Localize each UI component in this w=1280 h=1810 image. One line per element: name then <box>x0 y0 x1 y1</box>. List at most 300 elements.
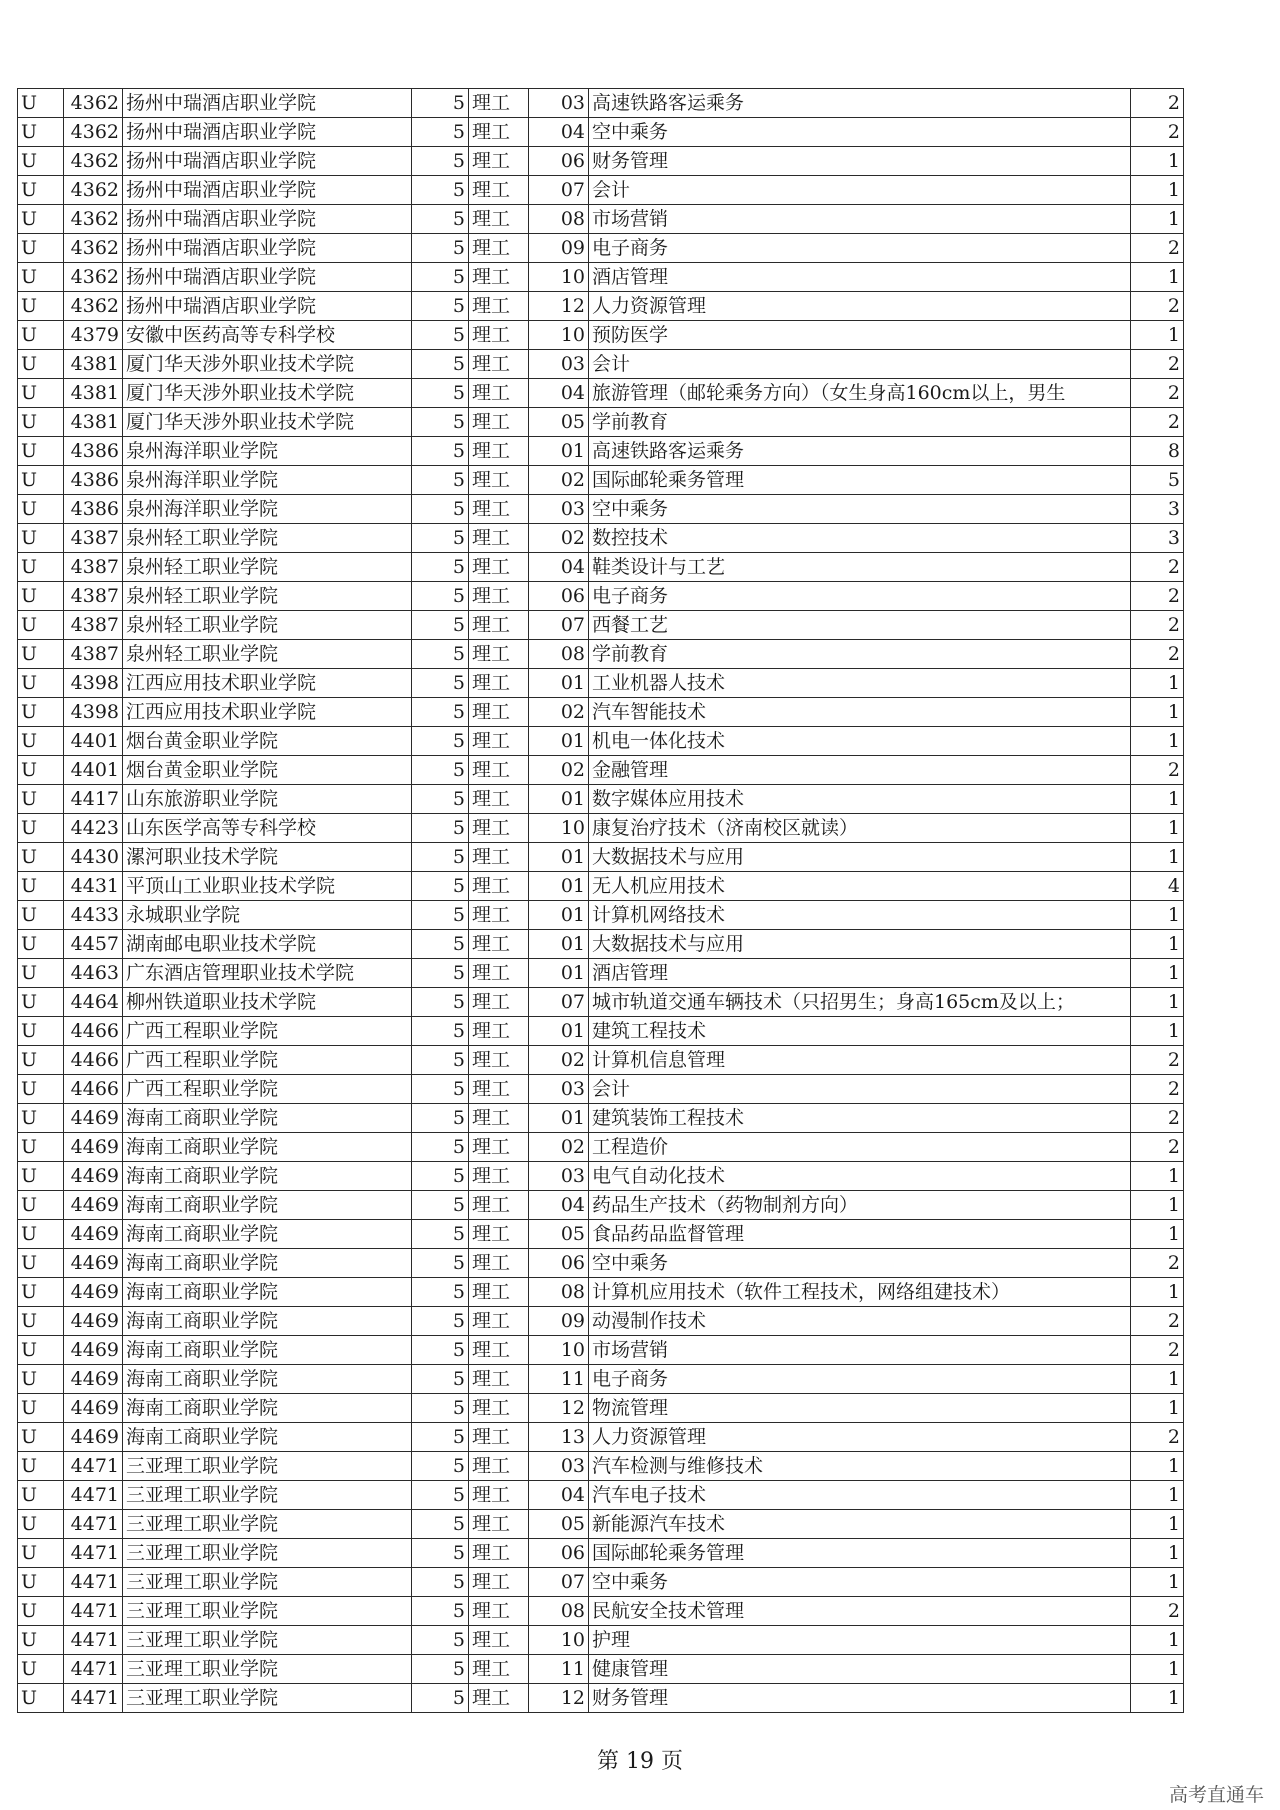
school-code-cell: 4362 <box>64 147 123 176</box>
school-name-cell: 扬州中瑞酒店职业学院 <box>123 176 412 205</box>
major-code-cell: 07 <box>529 1568 589 1597</box>
major-code-cell: 12 <box>529 292 589 321</box>
school-name-cell: 泉州海洋职业学院 <box>123 466 412 495</box>
batch-code-cell: U <box>18 553 64 582</box>
table-row <box>18 872 1184 901</box>
table-row <box>18 1626 1184 1655</box>
table-row <box>18 147 1184 176</box>
school-name-cell: 海南工商职业学院 <box>123 1249 412 1278</box>
category-cell: 理工 <box>469 1278 529 1307</box>
duration-cell: 5 <box>412 785 469 814</box>
duration-cell: 5 <box>412 1568 469 1597</box>
category-cell: 理工 <box>469 1075 529 1104</box>
school-code-cell: 4471 <box>64 1568 123 1597</box>
quota-cell: 1 <box>1131 1655 1184 1684</box>
major-code-cell: 03 <box>529 1162 589 1191</box>
school-code-cell: 4379 <box>64 321 123 350</box>
duration-cell: 5 <box>412 89 469 118</box>
school-code-cell: 4387 <box>64 524 123 553</box>
major-code-cell: 02 <box>529 698 589 727</box>
school-code-cell: 4471 <box>64 1626 123 1655</box>
category-cell: 理工 <box>469 785 529 814</box>
school-code-cell: 4386 <box>64 437 123 466</box>
school-name-cell: 扬州中瑞酒店职业学院 <box>123 292 412 321</box>
major-code-cell: 10 <box>529 814 589 843</box>
quota-cell: 1 <box>1131 988 1184 1017</box>
batch-code-cell: U <box>18 1510 64 1539</box>
batch-code-cell: U <box>18 1394 64 1423</box>
table-row <box>18 959 1184 988</box>
major-code-cell: 11 <box>529 1655 589 1684</box>
school-code-cell: 4398 <box>64 698 123 727</box>
category-cell: 理工 <box>469 640 529 669</box>
category-cell: 理工 <box>469 379 529 408</box>
major-code-cell: 01 <box>529 1017 589 1046</box>
quota-cell: 2 <box>1131 1597 1184 1626</box>
school-code-cell: 4381 <box>64 379 123 408</box>
batch-code-cell: U <box>18 727 64 756</box>
batch-code-cell: U <box>18 1684 64 1713</box>
batch-code-cell: U <box>18 1336 64 1365</box>
school-name-cell: 海南工商职业学院 <box>123 1162 412 1191</box>
table-row <box>18 640 1184 669</box>
school-name-cell: 泉州轻工职业学院 <box>123 582 412 611</box>
category-cell: 理工 <box>469 756 529 785</box>
quota-cell: 1 <box>1131 1220 1184 1249</box>
quota-cell: 2 <box>1131 553 1184 582</box>
duration-cell: 5 <box>412 524 469 553</box>
table-row <box>18 1365 1184 1394</box>
category-cell: 理工 <box>469 611 529 640</box>
school-name-cell: 海南工商职业学院 <box>123 1133 412 1162</box>
category-cell: 理工 <box>469 727 529 756</box>
quota-cell: 2 <box>1131 234 1184 263</box>
batch-code-cell: U <box>18 814 64 843</box>
quota-cell: 3 <box>1131 495 1184 524</box>
school-name-cell: 平顶山工业职业技术学院 <box>123 872 412 901</box>
quota-cell: 1 <box>1131 930 1184 959</box>
major-code-cell: 01 <box>529 669 589 698</box>
major-code-cell: 03 <box>529 350 589 379</box>
batch-code-cell: U <box>18 1655 64 1684</box>
major-name-cell: 计算机应用技术（软件工程技术，网络组建技术） <box>589 1278 1131 1307</box>
school-name-cell: 三亚理工职业学院 <box>123 1626 412 1655</box>
category-cell: 理工 <box>469 901 529 930</box>
category-cell: 理工 <box>469 843 529 872</box>
batch-code-cell: U <box>18 263 64 292</box>
batch-code-cell: U <box>18 176 64 205</box>
duration-cell: 5 <box>412 843 469 872</box>
table-row <box>18 669 1184 698</box>
school-code-cell: 4469 <box>64 1249 123 1278</box>
duration-cell: 5 <box>412 118 469 147</box>
duration-cell: 5 <box>412 901 469 930</box>
school-name-cell: 广东酒店管理职业技术学院 <box>123 959 412 988</box>
duration-cell: 5 <box>412 176 469 205</box>
batch-code-cell: U <box>18 1423 64 1452</box>
school-code-cell: 4469 <box>64 1133 123 1162</box>
table-row <box>18 582 1184 611</box>
major-name-cell: 酒店管理 <box>589 263 1131 292</box>
duration-cell: 5 <box>412 1017 469 1046</box>
category-cell: 理工 <box>469 1365 529 1394</box>
school-code-cell: 4387 <box>64 553 123 582</box>
category-cell: 理工 <box>469 205 529 234</box>
school-code-cell: 4362 <box>64 205 123 234</box>
quota-cell: 1 <box>1131 1626 1184 1655</box>
quota-cell: 2 <box>1131 1336 1184 1365</box>
batch-code-cell: U <box>18 640 64 669</box>
duration-cell: 5 <box>412 814 469 843</box>
batch-code-cell: U <box>18 1539 64 1568</box>
duration-cell: 5 <box>412 582 469 611</box>
school-code-cell: 4387 <box>64 611 123 640</box>
school-name-cell: 安徽中医药高等专科学校 <box>123 321 412 350</box>
quota-cell: 1 <box>1131 1510 1184 1539</box>
table-row <box>18 756 1184 785</box>
major-name-cell: 无人机应用技术 <box>589 872 1131 901</box>
major-name-cell: 电气自动化技术 <box>589 1162 1131 1191</box>
quota-cell: 2 <box>1131 1075 1184 1104</box>
school-code-cell: 4381 <box>64 350 123 379</box>
table-row <box>18 611 1184 640</box>
table-row <box>18 466 1184 495</box>
table-row <box>18 1104 1184 1133</box>
enrollment-table <box>17 88 1184 1713</box>
table-row <box>18 1191 1184 1220</box>
duration-cell: 5 <box>412 727 469 756</box>
school-name-cell: 广西工程职业学院 <box>123 1017 412 1046</box>
duration-cell: 5 <box>412 872 469 901</box>
school-code-cell: 4362 <box>64 176 123 205</box>
category-cell: 理工 <box>469 1336 529 1365</box>
quota-cell: 1 <box>1131 698 1184 727</box>
batch-code-cell: U <box>18 1104 64 1133</box>
batch-code-cell: U <box>18 350 64 379</box>
quota-cell: 2 <box>1131 1046 1184 1075</box>
batch-code-cell: U <box>18 379 64 408</box>
major-name-cell: 酒店管理 <box>589 959 1131 988</box>
batch-code-cell: U <box>18 437 64 466</box>
major-code-cell: 10 <box>529 263 589 292</box>
category-cell: 理工 <box>469 495 529 524</box>
major-name-cell: 空中乘务 <box>589 1249 1131 1278</box>
major-name-cell: 计算机信息管理 <box>589 1046 1131 1075</box>
duration-cell: 5 <box>412 321 469 350</box>
quota-cell: 2 <box>1131 118 1184 147</box>
school-code-cell: 4471 <box>64 1597 123 1626</box>
quota-cell: 1 <box>1131 901 1184 930</box>
batch-code-cell: U <box>18 408 64 437</box>
school-code-cell: 4417 <box>64 785 123 814</box>
school-name-cell: 湖南邮电职业技术学院 <box>123 930 412 959</box>
category-cell: 理工 <box>469 89 529 118</box>
major-code-cell: 01 <box>529 843 589 872</box>
quota-cell: 5 <box>1131 466 1184 495</box>
major-name-cell: 高速铁路客运乘务 <box>589 89 1131 118</box>
school-code-cell: 4469 <box>64 1191 123 1220</box>
batch-code-cell: U <box>18 785 64 814</box>
quota-cell: 8 <box>1131 437 1184 466</box>
category-cell: 理工 <box>469 263 529 292</box>
category-cell: 理工 <box>469 872 529 901</box>
major-code-cell: 01 <box>529 1104 589 1133</box>
major-code-cell: 01 <box>529 437 589 466</box>
major-name-cell: 机电一体化技术 <box>589 727 1131 756</box>
category-cell: 理工 <box>469 1684 529 1713</box>
table-row <box>18 1597 1184 1626</box>
batch-code-cell: U <box>18 669 64 698</box>
category-cell: 理工 <box>469 234 529 263</box>
major-code-cell: 03 <box>529 89 589 118</box>
table-row <box>18 89 1184 118</box>
school-code-cell: 4362 <box>64 263 123 292</box>
major-code-cell: 04 <box>529 118 589 147</box>
school-name-cell: 三亚理工职业学院 <box>123 1481 412 1510</box>
category-cell: 理工 <box>469 1191 529 1220</box>
school-name-cell: 扬州中瑞酒店职业学院 <box>123 147 412 176</box>
major-name-cell: 工业机器人技术 <box>589 669 1131 698</box>
category-cell: 理工 <box>469 1249 529 1278</box>
school-code-cell: 4469 <box>64 1278 123 1307</box>
category-cell: 理工 <box>469 524 529 553</box>
school-name-cell: 扬州中瑞酒店职业学院 <box>123 205 412 234</box>
school-name-cell: 海南工商职业学院 <box>123 1278 412 1307</box>
school-code-cell: 4471 <box>64 1481 123 1510</box>
batch-code-cell: U <box>18 698 64 727</box>
quota-cell: 1 <box>1131 1684 1184 1713</box>
quota-cell: 2 <box>1131 611 1184 640</box>
major-name-cell: 学前教育 <box>589 408 1131 437</box>
major-code-cell: 13 <box>529 1423 589 1452</box>
table-row <box>18 1336 1184 1365</box>
school-name-cell: 海南工商职业学院 <box>123 1394 412 1423</box>
major-code-cell: 07 <box>529 611 589 640</box>
table-row <box>18 1046 1184 1075</box>
major-name-cell: 康复治疗技术（济南校区就读） <box>589 814 1131 843</box>
category-cell: 理工 <box>469 1655 529 1684</box>
major-name-cell: 市场营销 <box>589 1336 1131 1365</box>
table-row <box>18 379 1184 408</box>
school-code-cell: 4464 <box>64 988 123 1017</box>
duration-cell: 5 <box>412 495 469 524</box>
school-name-cell: 山东医学高等专科学校 <box>123 814 412 843</box>
table-row <box>18 437 1184 466</box>
major-code-cell: 06 <box>529 147 589 176</box>
category-cell: 理工 <box>469 1162 529 1191</box>
major-name-cell: 建筑工程技术 <box>589 1017 1131 1046</box>
category-cell: 理工 <box>469 1307 529 1336</box>
major-code-cell: 02 <box>529 756 589 785</box>
category-cell: 理工 <box>469 176 529 205</box>
table-row <box>18 988 1184 1017</box>
duration-cell: 5 <box>412 959 469 988</box>
table-row <box>18 553 1184 582</box>
duration-cell: 5 <box>412 1220 469 1249</box>
school-code-cell: 4401 <box>64 756 123 785</box>
category-cell: 理工 <box>469 959 529 988</box>
major-code-cell: 06 <box>529 1539 589 1568</box>
school-name-cell: 厦门华天涉外职业技术学院 <box>123 408 412 437</box>
duration-cell: 5 <box>412 611 469 640</box>
batch-code-cell: U <box>18 1307 64 1336</box>
duration-cell: 5 <box>412 1133 469 1162</box>
batch-code-cell: U <box>18 292 64 321</box>
table-row <box>18 1278 1184 1307</box>
major-code-cell: 08 <box>529 1278 589 1307</box>
school-name-cell: 厦门华天涉外职业技术学院 <box>123 350 412 379</box>
table-row <box>18 1568 1184 1597</box>
school-name-cell: 三亚理工职业学院 <box>123 1510 412 1539</box>
duration-cell: 5 <box>412 1191 469 1220</box>
category-cell: 理工 <box>469 1046 529 1075</box>
batch-code-cell: U <box>18 1075 64 1104</box>
quota-cell: 1 <box>1131 205 1184 234</box>
page-number: 第 19 页 <box>597 1749 683 1774</box>
major-code-cell: 02 <box>529 1133 589 1162</box>
category-cell: 理工 <box>469 1104 529 1133</box>
category-cell: 理工 <box>469 988 529 1017</box>
table-row <box>18 263 1184 292</box>
duration-cell: 5 <box>412 1452 469 1481</box>
school-code-cell: 4469 <box>64 1307 123 1336</box>
quota-cell: 2 <box>1131 89 1184 118</box>
major-name-cell: 学前教育 <box>589 640 1131 669</box>
table-row <box>18 292 1184 321</box>
batch-code-cell: U <box>18 1626 64 1655</box>
school-code-cell: 4430 <box>64 843 123 872</box>
duration-cell: 5 <box>412 756 469 785</box>
duration-cell: 5 <box>412 1046 469 1075</box>
school-code-cell: 4387 <box>64 582 123 611</box>
batch-code-cell: U <box>18 118 64 147</box>
table-row <box>18 1249 1184 1278</box>
major-name-cell: 鞋类设计与工艺 <box>589 553 1131 582</box>
major-name-cell: 电子商务 <box>589 582 1131 611</box>
category-cell: 理工 <box>469 350 529 379</box>
major-code-cell: 08 <box>529 640 589 669</box>
major-name-cell: 数字媒体应用技术 <box>589 785 1131 814</box>
quota-cell: 3 <box>1131 524 1184 553</box>
batch-code-cell: U <box>18 1249 64 1278</box>
school-name-cell: 烟台黄金职业学院 <box>123 727 412 756</box>
school-code-cell: 4471 <box>64 1539 123 1568</box>
major-name-cell: 空中乘务 <box>589 1568 1131 1597</box>
quota-cell: 1 <box>1131 1394 1184 1423</box>
batch-code-cell: U <box>18 756 64 785</box>
major-code-cell: 04 <box>529 379 589 408</box>
major-code-cell: 08 <box>529 205 589 234</box>
quota-cell: 1 <box>1131 1191 1184 1220</box>
major-name-cell: 电子商务 <box>589 234 1131 263</box>
school-code-cell: 4431 <box>64 872 123 901</box>
table-row <box>18 1481 1184 1510</box>
batch-code-cell: U <box>18 524 64 553</box>
table-row <box>18 524 1184 553</box>
quota-cell: 2 <box>1131 292 1184 321</box>
major-name-cell: 财务管理 <box>589 1684 1131 1713</box>
duration-cell: 5 <box>412 234 469 263</box>
major-code-cell: 10 <box>529 1336 589 1365</box>
school-name-cell: 广西工程职业学院 <box>123 1075 412 1104</box>
school-name-cell: 三亚理工职业学院 <box>123 1452 412 1481</box>
category-cell: 理工 <box>469 437 529 466</box>
school-name-cell: 泉州轻工职业学院 <box>123 524 412 553</box>
major-name-cell: 空中乘务 <box>589 495 1131 524</box>
table-row <box>18 118 1184 147</box>
school-name-cell: 泉州海洋职业学院 <box>123 495 412 524</box>
major-name-cell: 汽车电子技术 <box>589 1481 1131 1510</box>
major-code-cell: 06 <box>529 582 589 611</box>
major-name-cell: 食品药品监督管理 <box>589 1220 1131 1249</box>
table-row <box>18 1075 1184 1104</box>
school-code-cell: 4401 <box>64 727 123 756</box>
school-name-cell: 广西工程职业学院 <box>123 1046 412 1075</box>
school-code-cell: 4466 <box>64 1017 123 1046</box>
duration-cell: 5 <box>412 930 469 959</box>
school-code-cell: 4471 <box>64 1452 123 1481</box>
duration-cell: 5 <box>412 553 469 582</box>
school-name-cell: 山东旅游职业学院 <box>123 785 412 814</box>
major-code-cell: 01 <box>529 727 589 756</box>
category-cell: 理工 <box>469 1568 529 1597</box>
duration-cell: 5 <box>412 292 469 321</box>
duration-cell: 5 <box>412 669 469 698</box>
major-name-cell: 汽车智能技术 <box>589 698 1131 727</box>
major-name-cell: 护理 <box>589 1626 1131 1655</box>
major-code-cell: 09 <box>529 1307 589 1336</box>
quota-cell: 1 <box>1131 1017 1184 1046</box>
major-name-cell: 动漫制作技术 <box>589 1307 1131 1336</box>
school-code-cell: 4423 <box>64 814 123 843</box>
batch-code-cell: U <box>18 901 64 930</box>
batch-code-cell: U <box>18 1481 64 1510</box>
quota-cell: 2 <box>1131 1307 1184 1336</box>
table-row <box>18 1307 1184 1336</box>
major-code-cell: 07 <box>529 176 589 205</box>
quota-cell: 1 <box>1131 263 1184 292</box>
table-row <box>18 785 1184 814</box>
school-name-cell: 漯河职业技术学院 <box>123 843 412 872</box>
table-row <box>18 321 1184 350</box>
duration-cell: 5 <box>412 1075 469 1104</box>
school-code-cell: 4471 <box>64 1684 123 1713</box>
duration-cell: 5 <box>412 1597 469 1626</box>
table-row <box>18 1423 1184 1452</box>
school-name-cell: 江西应用技术职业学院 <box>123 698 412 727</box>
batch-code-cell: U <box>18 495 64 524</box>
major-name-cell: 西餐工艺 <box>589 611 1131 640</box>
duration-cell: 5 <box>412 1394 469 1423</box>
category-cell: 理工 <box>469 1539 529 1568</box>
quota-cell: 1 <box>1131 147 1184 176</box>
duration-cell: 5 <box>412 1655 469 1684</box>
category-cell: 理工 <box>469 1626 529 1655</box>
batch-code-cell: U <box>18 1220 64 1249</box>
major-code-cell: 10 <box>529 321 589 350</box>
school-code-cell: 4469 <box>64 1220 123 1249</box>
major-name-cell: 计算机网络技术 <box>589 901 1131 930</box>
category-cell: 理工 <box>469 1510 529 1539</box>
school-code-cell: 4386 <box>64 466 123 495</box>
major-name-cell: 高速铁路客运乘务 <box>589 437 1131 466</box>
school-name-cell: 海南工商职业学院 <box>123 1220 412 1249</box>
major-code-cell: 05 <box>529 1510 589 1539</box>
duration-cell: 5 <box>412 1510 469 1539</box>
category-cell: 理工 <box>469 669 529 698</box>
duration-cell: 5 <box>412 350 469 379</box>
school-name-cell: 泉州轻工职业学院 <box>123 553 412 582</box>
